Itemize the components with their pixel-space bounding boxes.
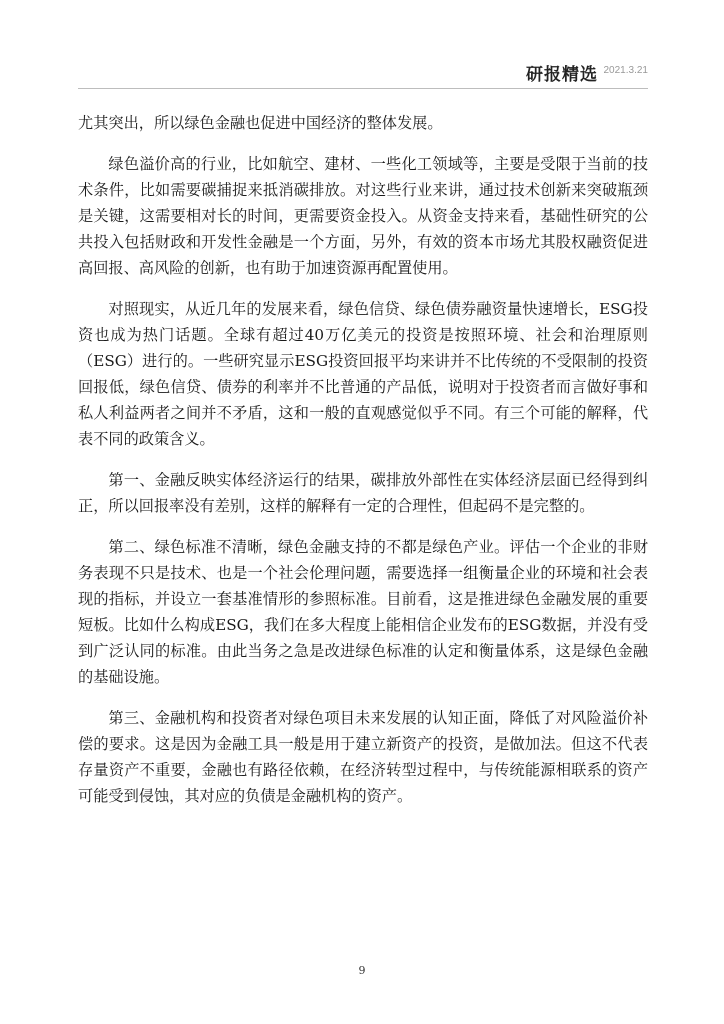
paragraph-green-premium: 绿色溢价高的行业，比如航空、建材、一些化工领域等，主要是受限于当前的技术条件，比如需要碳捕捉来抵消碳排放。对这些行业来讲，通过技术创新来突破瓶颈是关键，这需要相对长的时间，更需要资金投入。从资金支持来看，基础性研究的公共投入包括财政和开发性金融是一个方面，另外，有效的资本市场尤其股权融资促进高回报、高风险的创新，也有助于加速资源再配置使用。: [78, 155, 648, 277]
page-header: [78, 52, 648, 89]
header-title: 研报精选: [526, 65, 598, 85]
paragraph-explanation-one: 第一、金融反映实体经济运行的结果，碳排放外部性在实体经济层面已经得到纠正，所以回报率没有差别，这样的解释有一定的合理性，但起码不是完整的。: [78, 471, 648, 515]
paragraph-esg-reality: 对照现实，从近几年的发展来看，绿色信贷、绿色债券融资量快速增长，ESG投资也成为热门话题。全球有超过40万亿美元的投资是按照环境、社会和治理原则（ESG）进行的。一些研究显示ESG投资回报平均来讲并不比传统的不受限制的投资回报低，绿色信贷、债券的利率并不比普通的产品低，说明对于投资者而言做好事和私人利益两者之间并不矛盾，这和一般的直观感觉似乎不同。有三个可能的解释，代表不同的政策含义。: [78, 300, 648, 448]
page-number: 9: [358, 964, 366, 977]
paragraph-explanation-three: 第三、金融机构和投资者对绿色项目未来发展的认知正面，降低了对风险溢价补偿的要求。这是因为金融工具一般是用于建立新资产的投资，是做加法。但这不代表存量资产不重要，金融也有路径依赖，在经济转型过程中，与传统能源相联系的资产可能受到侵蚀，其对应的负债是金融机构的资产。: [78, 709, 648, 805]
paragraph-continuation: 尤其突出，所以绿色金融也促进中国经济的整体发展。: [78, 114, 443, 132]
paragraph-explanation-two: 第二、绿色标准不清晰，绿色金融支持的不都是绿色产业。评估一个企业的非财务表现不只是技术、也是一个社会伦理问题，需要选择一组衡量企业的环境和社会表现的指标，并设立一套基准情形的参照标准。目前看，这是推进绿色金融发展的重要短板。比如什么构成ESG，我们在多大程度上能相信企业发布的ESG数据，并没有受到广泛认同的标准。由此当务之急是改进绿色标准的认定和衡量体系，这是绿色金融的基础设施。: [78, 538, 648, 686]
article-body: [78, 110, 648, 824]
header-date: 2021.3.21: [603, 65, 648, 76]
